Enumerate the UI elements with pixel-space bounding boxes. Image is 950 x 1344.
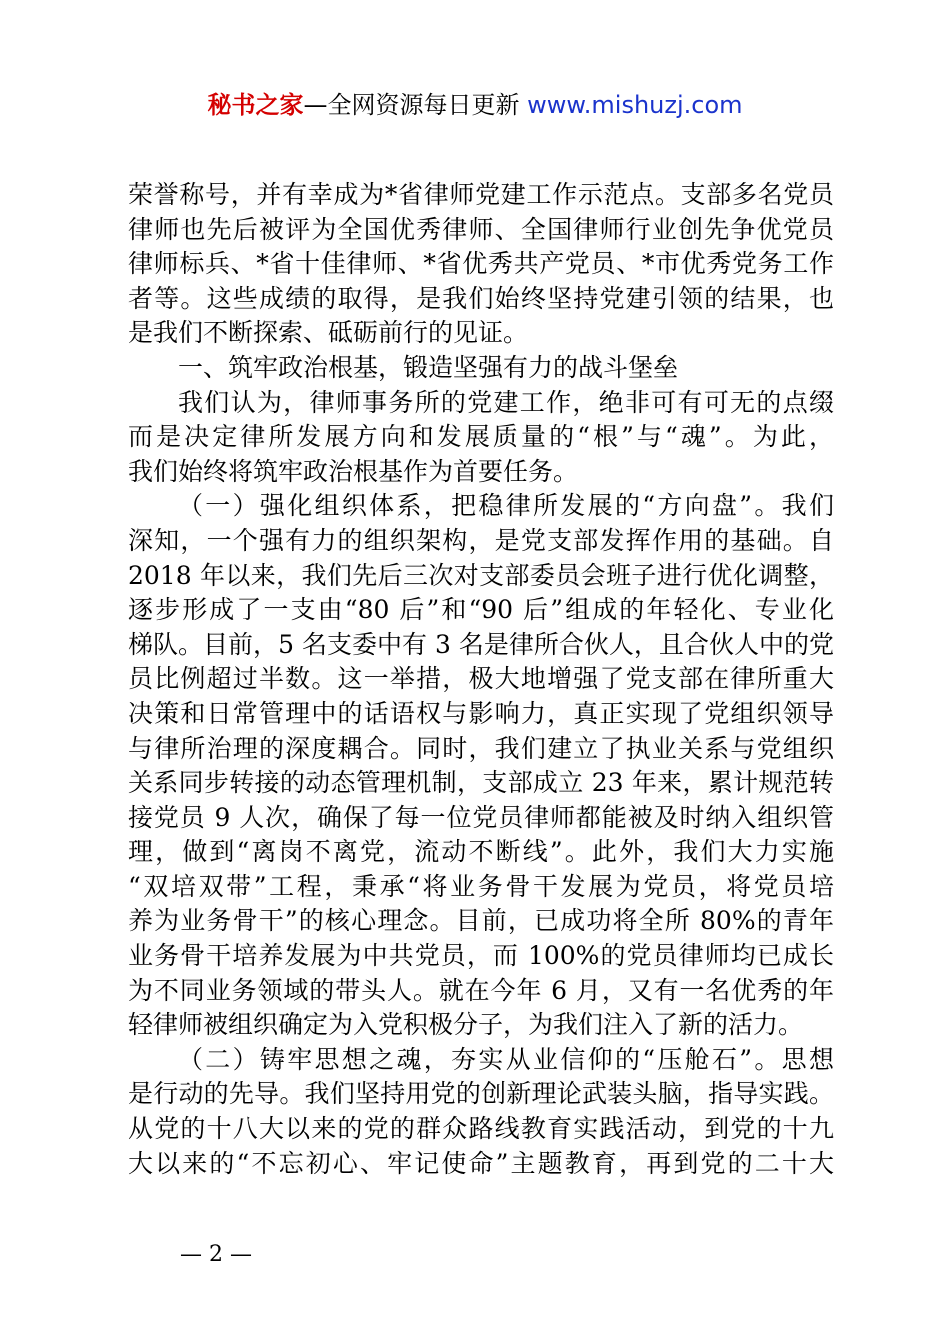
body-line: 养为业务骨干”的核心理念。目前，已成功将全所 80%的青年 bbox=[128, 906, 834, 936]
body-line: 逐步形成了一支由“80 后”和“90 后”组成的年轻化、专业化 bbox=[128, 595, 834, 625]
body-line: “双培双带”工程，秉承“将业务骨干发展为党员，将党员培 bbox=[128, 871, 834, 901]
body-line: 律师也先后被评为全国优秀律师、全国律师行业创先争优党员 bbox=[128, 214, 834, 244]
body-line: 是我们不断探索、砥砺前行的见证。 bbox=[128, 318, 529, 348]
document-body bbox=[128, 178, 834, 1181]
body-line: 接党员 9 人次，确保了每一位党员律师都能被及时纳入组织管 bbox=[128, 802, 834, 832]
body-line: 轻律师被组织确定为入党积极分子，为我们注入了新的活力。 bbox=[128, 1010, 804, 1040]
header-slogan: 全网资源每日更新 bbox=[327, 91, 528, 119]
subsection-heading-line: （一）强化组织体系，把稳律所发展的“方向盘”。我们 bbox=[178, 491, 834, 521]
body-line: 我们认为，律师事务所的党建工作，绝非可有可无的点缀 bbox=[178, 387, 834, 417]
body-line: 业务骨干培养发展为中共党员，而 100%的党员律师均已成长 bbox=[128, 941, 834, 971]
body-line: 决策和日常管理中的话语权与影响力，真正实现了党组织领导 bbox=[128, 698, 834, 728]
body-line: 为不同业务领域的带头人。就在今年 6 月，又有一名优秀的年 bbox=[128, 975, 834, 1005]
subsection-heading-line: （二）铸牢思想之魂，夯实从业信仰的“压舱石”。思想 bbox=[178, 1044, 834, 1074]
body-line: 是行动的先导。我们坚持用党的创新理论武装头脑，指导实践。 bbox=[128, 1079, 834, 1109]
body-line: 律师标兵、*省十佳律师、*省优秀共产党员、*市优秀党务工作 bbox=[128, 249, 834, 279]
site-url-link[interactable]: www.mishuzj.com bbox=[527, 91, 743, 119]
body-line: 大以来的“不忘初心、牢记使命”主题教育，再到党的二十大 bbox=[128, 1148, 834, 1178]
body-line: 关系同步转接的动态管理机制，支部成立 23 年来，累计规范转 bbox=[128, 768, 834, 798]
body-line: 我们始终将筑牢政治根基作为首要任务。 bbox=[128, 456, 579, 486]
body-line: 理，做到“离岗不离党，流动不断线”。此外，我们大力实施 bbox=[128, 837, 834, 867]
body-line: 荣誉称号，并有幸成为*省律师党建工作示范点。支部多名党员 bbox=[128, 180, 834, 209]
site-header bbox=[0, 88, 950, 122]
body-line: 与律所治理的深度耦合。同时，我们建立了执业关系与党组织 bbox=[128, 733, 834, 763]
body-line: 深知，一个强有力的组织架构，是党支部发挥作用的基础。自 bbox=[128, 525, 834, 555]
section-heading: 一、筑牢政治根基，锻造坚强有力的战斗堡垒 bbox=[178, 352, 679, 382]
body-line: 员比例超过半数。这一举措，极大地增强了党支部在律所重大 bbox=[128, 664, 834, 694]
header-separator: — bbox=[303, 91, 328, 119]
page-number: — 2 — bbox=[180, 1242, 252, 1267]
body-line: 者等。这些成绩的取得，是我们始终坚持党建引领的结果，也 bbox=[128, 283, 834, 313]
body-line: 梯队。目前，5 名支委中有 3 名是律所合伙人，且合伙人中的党 bbox=[128, 629, 834, 659]
body-line: 2018 年以来，我们先后三次对支部委员会班子进行优化调整， bbox=[128, 560, 834, 590]
brand-name: 秘书之家 bbox=[207, 91, 304, 119]
body-line: 从党的十八大以来的党的群众路线教育实践活动，到党的十九 bbox=[128, 1114, 834, 1144]
body-line: 而是决定律所发展方向和发展质量的“根”与“魂”。为此， bbox=[128, 422, 834, 452]
